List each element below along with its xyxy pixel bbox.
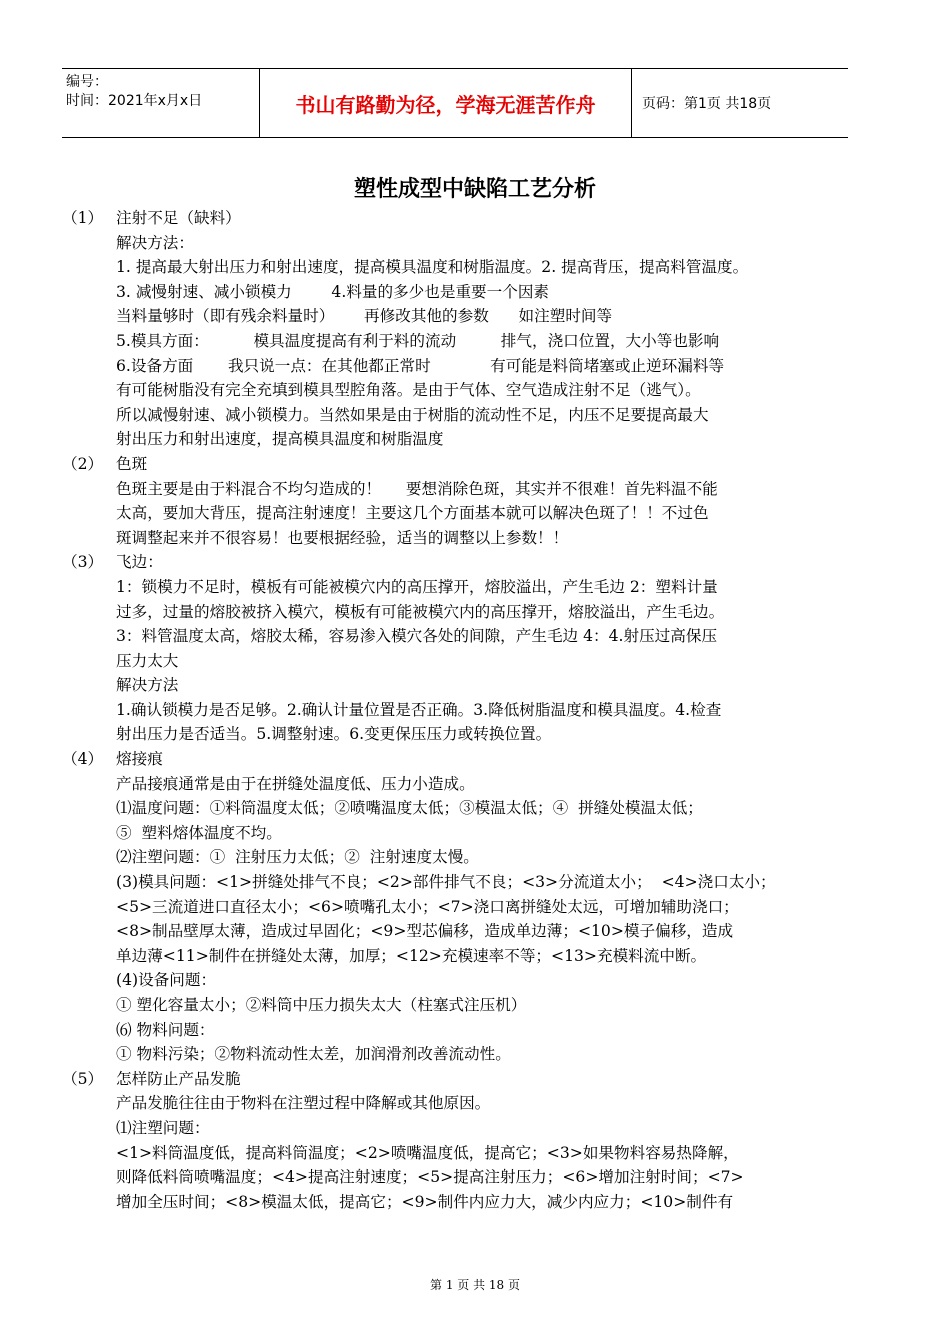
paragraph-line: ① 物料污染；②物料流动性太差，加润滑剂改善流动性。: [116, 1045, 511, 1064]
paragraph-line: 单边薄<11>制件在拼缝处太薄，加厚；<12>充模速率不等；<13>充模料流中断。: [116, 946, 707, 965]
paragraph-line: 解决方法: [116, 676, 179, 695]
paragraph-line: 1.确认锁模力是否足够。2.确认计量位置是否正确。3.降低树脂温度和模具温度。4.检查: [116, 700, 722, 719]
section-title: 色斑: [116, 454, 148, 473]
paragraph-line: 有可能树脂没有完全充填到模具型腔角落。是由于气体、空气造成注射不足（逃气）。: [116, 381, 701, 400]
header-page-cell: [632, 69, 848, 137]
paragraph-line: 色斑主要是由于料混合不均匀造成的！ 要想消除色斑，其实并不很难！首先料温不能: [116, 479, 718, 498]
paragraph-line: 产品接痕通常是由于在拼缝处温度低、压力小造成。: [116, 774, 475, 793]
header-motto-cell: [259, 69, 632, 137]
paragraph-line: <8>制品壁厚太薄，造成过早固化；<9>型芯偏移，造成单边薄；<10>模子偏移，造成: [116, 922, 734, 941]
paragraph-line: ⑴温度问题：①料筒温度太低；②喷嘴温度太低；③模温太低；④ 拼缝处模温太低；: [116, 799, 703, 818]
section-number: （1）: [62, 209, 104, 227]
section-title: 怎样防止产品发脆: [116, 1069, 241, 1088]
paragraph-line: 过多，过量的熔胶被挤入模穴，模板有可能被模穴内的高压撑开，熔胶溢出，产生毛边。: [116, 602, 725, 621]
header-table: [62, 68, 848, 138]
paragraph-line: ⑴注塑问题：: [116, 1118, 210, 1137]
section-number: （5）: [62, 1069, 104, 1088]
section-heading: [62, 747, 862, 772]
paragraph-line: 6.设备方面 我只说一点：在其他都正常时 有可能是料筒堵塞或止逆环漏料等: [116, 356, 725, 375]
paragraph-line: 1. 提高最大射出压力和射出速度，提高模具温度和树脂温度。2. 提高背压，提高料管温度。: [116, 258, 749, 277]
document-body: [62, 206, 862, 1214]
paragraph-line: <5>三流道进口直径太小；<6>喷嘴孔太小；<7>浇口离拼缝处太远，可增加辅助浇口；: [116, 897, 739, 916]
section-heading: [62, 206, 862, 231]
motto: 书山有路勤为径，学海无涯苦作舟: [295, 92, 596, 117]
code-label: 编号：: [66, 74, 108, 90]
paragraph-line: ① 塑化容量太小；②料筒中压力损失太大（柱塞式注压机）: [116, 996, 527, 1014]
paragraph-line: 太高，要加大背压，提高注射速度！主要这几个方面基本就可以解决色斑了！！不过色: [116, 504, 709, 523]
paragraph-line: 产品发脆往往由于物料在注塑过程中降解或其他原因。: [116, 1094, 491, 1113]
section-number: （2）: [62, 454, 104, 473]
page-label: 页码：第1页 共18页: [642, 96, 772, 112]
paragraph-line: ⑵注塑问题：① 注射压力太低；② 注射速度太慢。: [116, 848, 479, 867]
section-heading: [62, 452, 862, 477]
header-meta: [62, 69, 259, 137]
paragraph-line: 射出压力是否适当。5.调整射速。6.变更保压压力或转换位置。: [116, 725, 552, 744]
paragraph-line: 斑调整起来并不很容易！也要根据经验，适当的调整以上参数！！: [116, 528, 569, 547]
section-heading: [62, 1067, 862, 1092]
section-title: 熔接痕: [116, 750, 163, 769]
section-title: 飞边：: [116, 553, 163, 572]
section-number: （3）: [62, 553, 104, 572]
paragraph-line: <1>料筒温度低，提高料筒温度；<2>喷嘴温度低，提高它；<3>如果物料容易热降解，: [116, 1143, 739, 1162]
section-heading: [62, 550, 862, 575]
paragraph-line: (4)设备问题：: [116, 971, 217, 990]
paragraph-line: 解决方法：: [116, 233, 194, 252]
paragraph-line: (3)模具问题：<1>拼缝处排气不良；<2>部件排气不良；<3>分流道太小； <4>浇口太小；: [116, 873, 776, 892]
page-footer: 第 1 页 共 18 页: [430, 1278, 520, 1292]
paragraph-line: ⑤ 塑料熔体温度不均。: [116, 823, 282, 842]
paragraph-line: 增加全压时间；<8>模温太低，提高它；<9>制件内应力大，减少内应力；<10>制件有: [116, 1192, 734, 1211]
paragraph-line: 当料量够时（即有残余料量时） 再修改其他的参数 如注塑时间等: [116, 307, 613, 326]
paragraph-line: 1：锁模力不足时，模板有可能被模穴内的高压撑开，熔胶溢出，产生毛边 2：塑料计量: [116, 577, 718, 596]
paragraph-line: 压力太大: [116, 651, 179, 670]
paragraph-line: 3：料管温度太高，熔胶太稀，容易渗入模穴各处的间隙，产生毛边 4：4.射压过高保压: [116, 627, 718, 646]
paragraph-line: 3. 减慢射速、减小锁模力 4.料量的多少也是重要一个因素: [116, 282, 550, 301]
time-label: 时间：2021年x月x日: [66, 93, 203, 109]
paragraph-line: 所以减慢射速、减小锁模力。当然如果是由于树脂的流动性不足，内压不足要提高最大: [116, 405, 709, 424]
paragraph-line: 射出压力和射出速度，提高模具温度和树脂温度: [116, 430, 444, 449]
section-number: （4）: [62, 750, 104, 769]
paragraph-line: 5.模具方面： 模具温度提高有利于料的流动 排气，浇口位置，大小等也影响: [116, 331, 720, 350]
document-title: 塑性成型中缺陷工艺分析: [353, 177, 596, 202]
paragraph-line: 则降低料筒喷嘴温度；<4>提高注射速度；<5>提高注射压力；<6>增加注射时间；<7>: [116, 1168, 744, 1187]
paragraph-line: ⑹ 物料问题：: [116, 1020, 215, 1039]
section-title: 注射不足（缺料）: [116, 209, 241, 227]
